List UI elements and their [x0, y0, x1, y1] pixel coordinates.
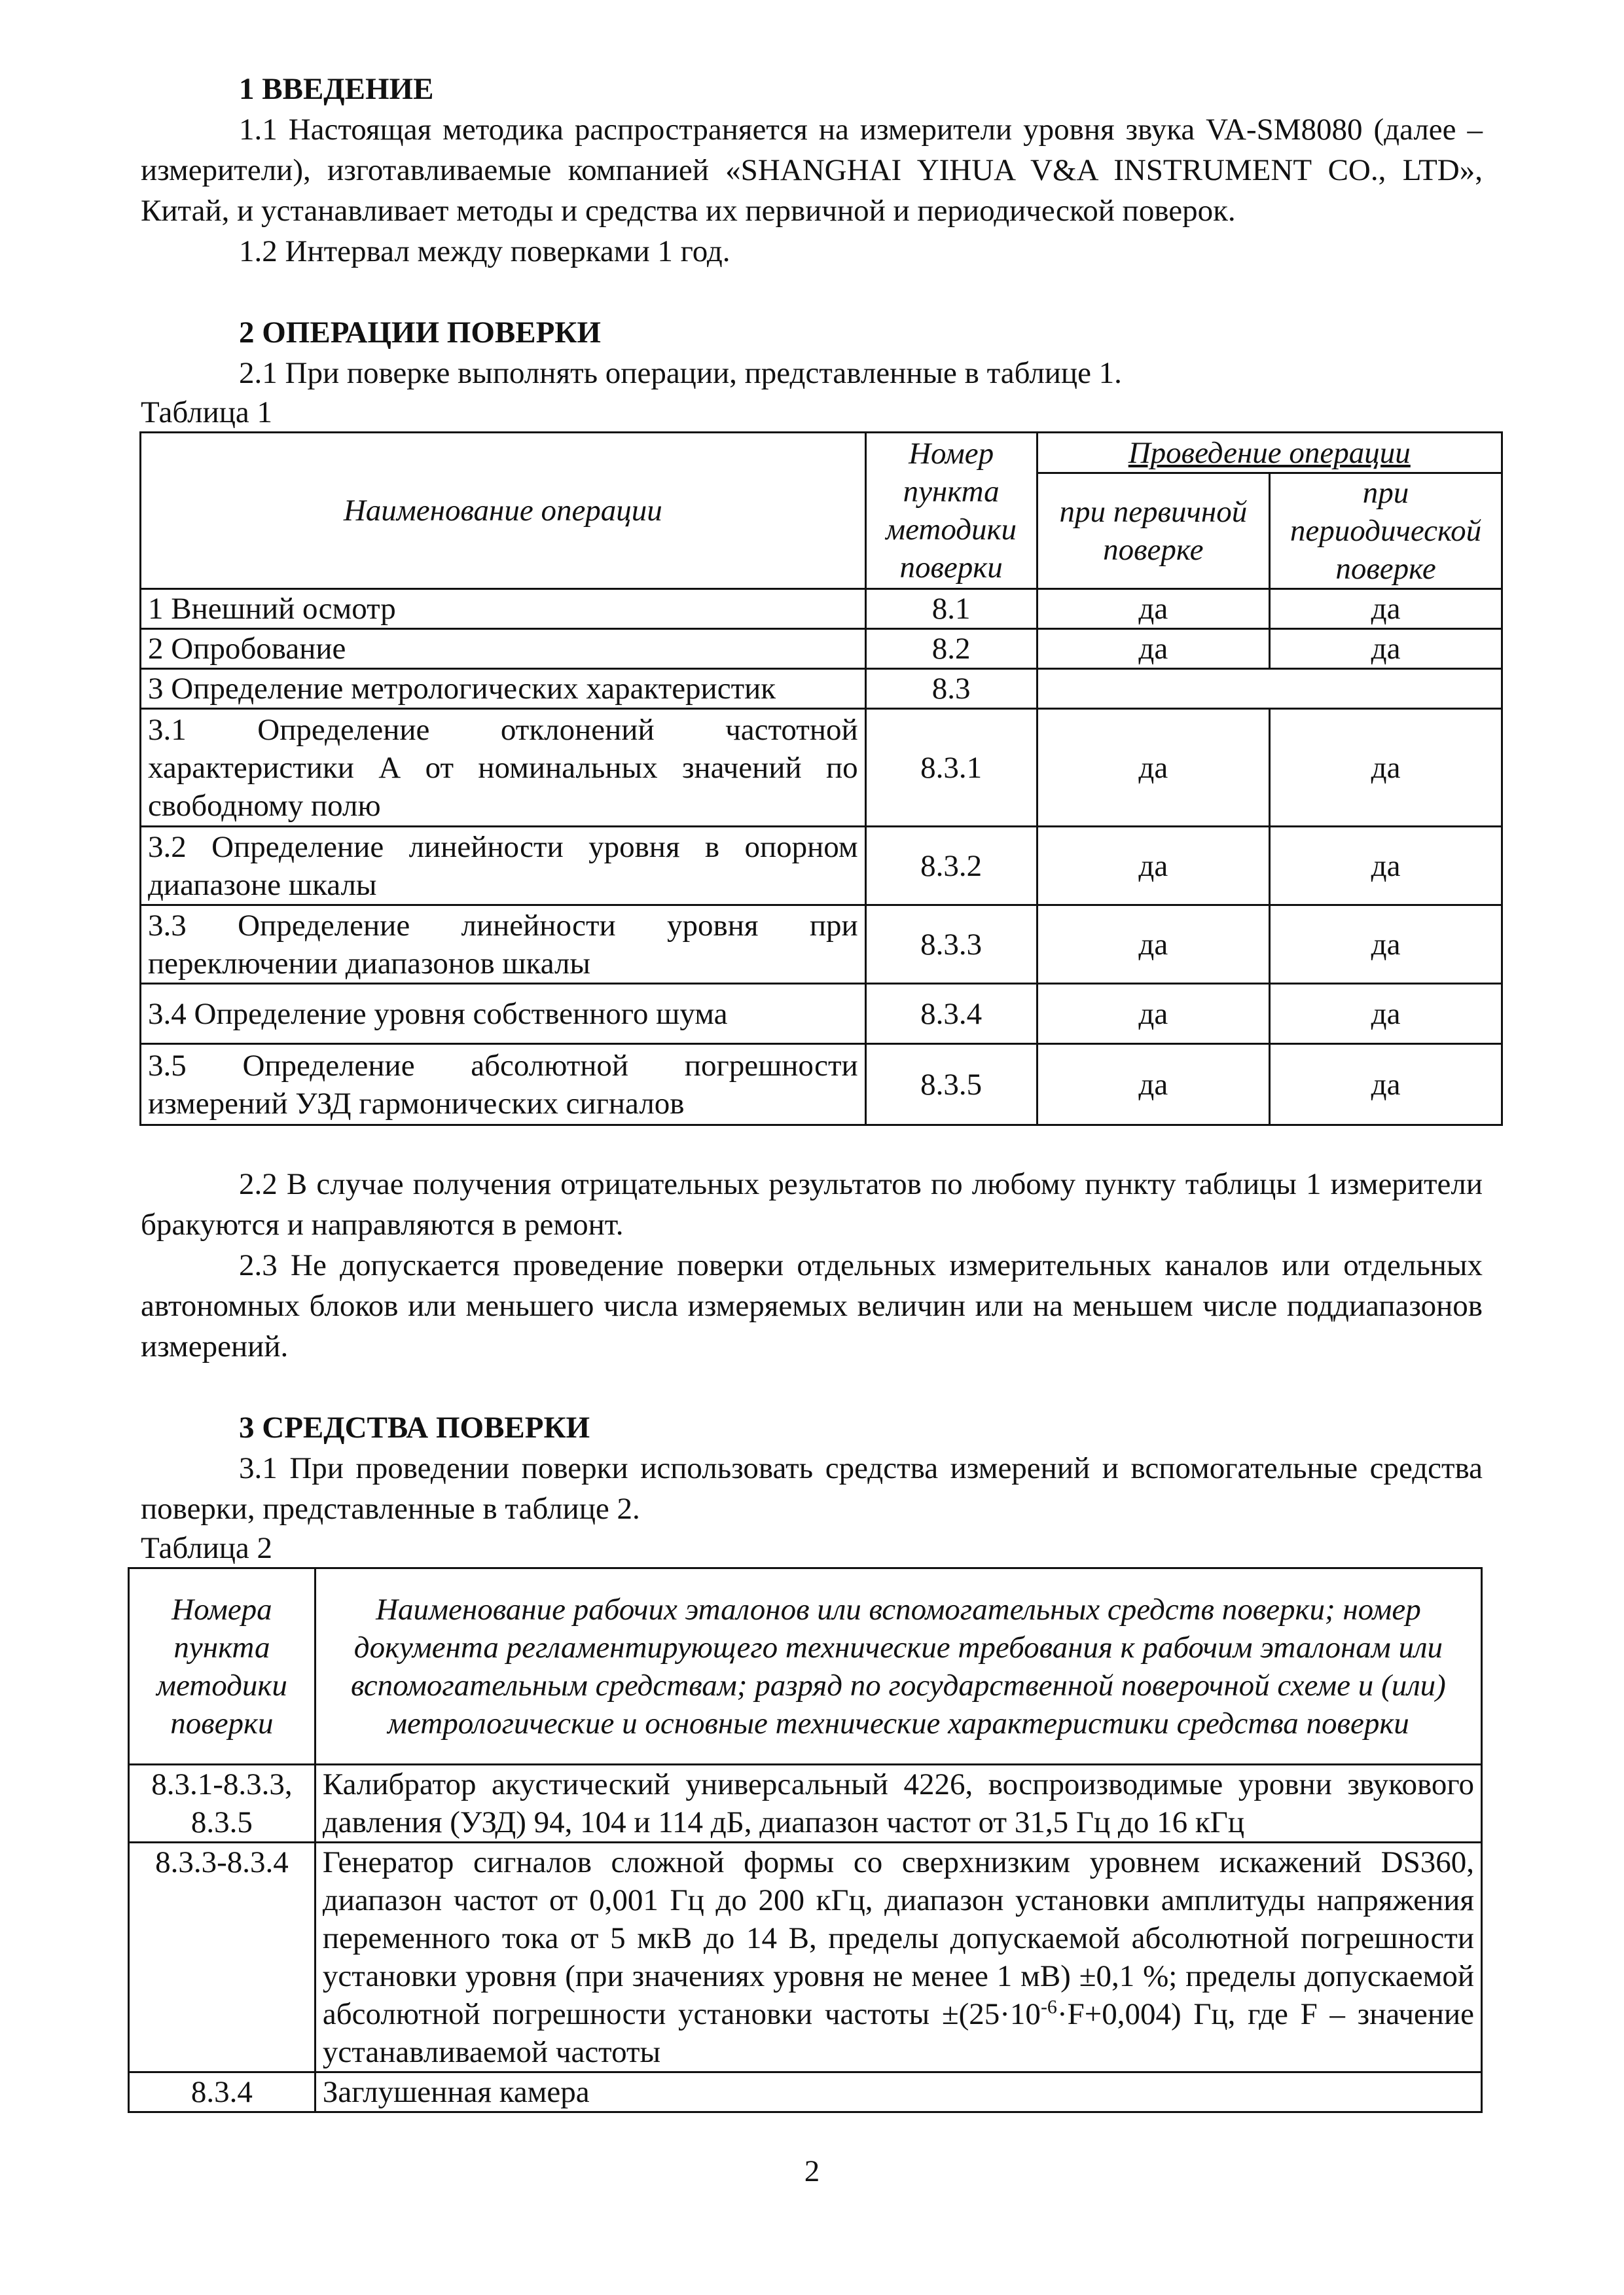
table-row	[129, 1843, 1482, 2072]
table-cell-periodic: да	[1270, 709, 1502, 827]
table-row	[141, 629, 1502, 669]
section-2-title: 2 ОПЕРАЦИИ ПОВЕРКИ	[239, 316, 601, 350]
table-2	[128, 1567, 1483, 2113]
table-cell-name	[315, 1843, 1481, 2072]
table-cell-periodic: да	[1270, 1044, 1502, 1125]
table-cell-point: 8.3.3-8.3.4	[129, 1843, 316, 2072]
table-cell-name-part-a: Генератор сигналов сложной формы со сверхнизким уровнем искажений DS360, диапазон частот от 0,001 Гц до 200 кГц, диапазон установки амплитуды напряжения переменного тока от 5 мкВ до 14 В, пределы допускаемой абсолютной погрешности установки уровня (при значениях уровня не менее 1 мВ) ±0,1 %; пределы допускаемой абсолютной погрешности установки частоты ±(25·10	[322, 1845, 1474, 2031]
table-cell-name: 3.5 Определение абсолютной погрешности измерений УЗД гармонических сигналов	[141, 1044, 866, 1125]
table-cell-point: 8.3.4	[129, 2072, 316, 2112]
table-cell-name-part-b: ·F+0,004) Гц, где F – значение устанавливаемой частоты	[322, 1997, 1474, 2069]
table-1-header-name: Наименование операции	[141, 433, 866, 589]
table-row	[129, 1765, 1482, 1843]
table-row	[141, 827, 1502, 905]
table-cell-periodic: да	[1270, 827, 1502, 905]
table-cell-point: 8.2	[865, 629, 1037, 669]
table-cell-point: 8.3.1-8.3.3, 8.3.5	[129, 1765, 316, 1843]
table-cell-periodic: да	[1270, 589, 1502, 629]
paragraph-2-3: 2.3 Не допускается проведение поверки отдельных измерительных каналов или отдельных автономных блоков или меньшего числа измеряемых величин или на меньшем числе поддиапазонов измерений.	[141, 1248, 1483, 1364]
table-cell-periodic: да	[1270, 629, 1502, 669]
table-cell-point: 8.3.5	[865, 1044, 1037, 1125]
table-cell-empty	[1037, 669, 1502, 709]
table-row	[141, 709, 1502, 827]
table-cell-name: 3.1 Определение отклонений частотной характеристики А от номинальных значений по свободному полю	[141, 709, 866, 827]
table-1	[139, 431, 1503, 1126]
table-cell-name: 3.3 Определение линейности уровня при переключении диапазонов шкалы	[141, 905, 866, 984]
table-cell-name-exponent: -6	[1040, 1996, 1057, 2018]
table-1-header-conduct: Проведение операции	[1037, 433, 1502, 473]
table-cell-name: 3.4 Определение уровня собственного шума	[141, 984, 866, 1044]
table-cell-point: 8.3.3	[865, 905, 1037, 984]
table-cell-point: 8.3.2	[865, 827, 1037, 905]
table-cell-primary: да	[1037, 984, 1270, 1044]
table-cell-name: Заглушенная камера	[315, 2072, 1481, 2112]
table-2-header-point: Номера пункта методики поверки	[129, 1568, 316, 1765]
paragraph-2-2: 2.2 В случае получения отрицательных результатов по любому пункту таблицы 1 измерители бракуются и направляются в ремонт.	[141, 1167, 1483, 1242]
paragraph-2-1: 2.1 При поверке выполнять операции, представленные в таблице 1.	[239, 356, 1122, 390]
table-cell-name: 2 Опробование	[141, 629, 866, 669]
table-cell-point: 8.1	[865, 589, 1037, 629]
table-row	[141, 905, 1502, 984]
table-cell-periodic: да	[1270, 984, 1502, 1044]
table-1-header-periodic: при периодической поверке	[1270, 473, 1502, 589]
table-cell-primary: да	[1037, 1044, 1270, 1125]
table-cell-primary: да	[1037, 905, 1270, 984]
table-cell-primary: да	[1037, 827, 1270, 905]
table-cell-name: Калибратор акустический универсальный 4226, воспроизводимые уровни звукового давления (УЗД) 94, 104 и 114 дБ, диапазон частот от 31,5 Гц до 16 кГц	[315, 1765, 1481, 1843]
table-row	[141, 589, 1502, 629]
paragraph-3-1: 3.1 При проведении поверки использовать средства измерений и вспомогательные средства поверки, представленные в таблице 2.	[141, 1451, 1483, 1526]
table-row	[141, 1044, 1502, 1125]
table-cell-name: 3 Определение метрологических характеристик	[141, 669, 866, 709]
table-cell-primary: да	[1037, 589, 1270, 629]
table-2-caption: Таблица 2	[141, 1531, 273, 1565]
table-2-header-name: Наименование рабочих эталонов или вспомогательных средств поверки; номер документа регламентирующего технические требования к рабочим эталонам или вспомогательным средствам; разряд по государственной поверочной схеме и (или) метрологические и основные технические характеристики средства поверки	[315, 1568, 1481, 1765]
table-cell-primary: да	[1037, 629, 1270, 669]
table-cell-point: 8.3.1	[865, 709, 1037, 827]
table-cell-point: 8.3	[865, 669, 1037, 709]
table-cell-name: 3.2 Определение линейности уровня в опорном диапазоне шкалы	[141, 827, 866, 905]
table-row	[129, 2072, 1482, 2112]
table-cell-periodic: да	[1270, 905, 1502, 984]
table-cell-primary: да	[1037, 709, 1270, 827]
section-1-title: 1 ВВЕДЕНИЕ	[239, 72, 434, 106]
table-row	[141, 669, 1502, 709]
table-1-caption: Таблица 1	[141, 395, 273, 429]
table-cell-point: 8.3.4	[865, 984, 1037, 1044]
page-number: 2	[804, 2154, 820, 2188]
table-1-header-point: Номер пункта методики поверки	[865, 433, 1037, 589]
paragraph-1-1: 1.1 Настоящая методика распространяется на измерители уровня звука VA-SM8080 (далее – измерители), изготавливаемые компанией «SHANGHAI YIHUA V&A INSTRUMENT CO., LTD», Китай, и устанавливает методы и средства их первичной и периодической поверок.	[141, 113, 1483, 228]
table-cell-name: 1 Внешний осмотр	[141, 589, 866, 629]
document-page	[141, 69, 1483, 2113]
paragraph-1-2: 1.2 Интервал между поверками 1 год.	[239, 234, 731, 268]
section-3-title: 3 СРЕДСТВА ПОВЕРКИ	[239, 1411, 590, 1445]
table-row	[141, 984, 1502, 1044]
table-1-header-primary: при первичной поверке	[1037, 473, 1270, 589]
